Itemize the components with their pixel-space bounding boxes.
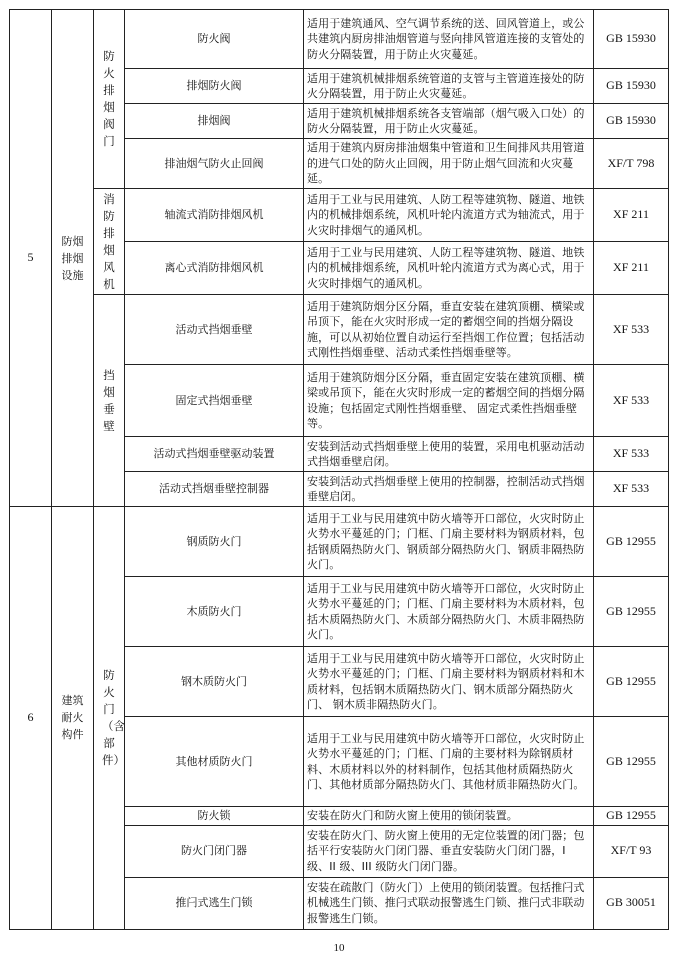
product-catalog-table bbox=[9, 9, 669, 930]
product-description: 安装在防火门和防火窗上使用的锁闭装置。 bbox=[304, 807, 594, 826]
subgroup-name bbox=[94, 189, 125, 295]
product-name: 活动式挡烟垂壁控制器 bbox=[125, 472, 304, 507]
product-description: 适用于工业与民用建筑、人防工程等建筑物、隧道、地铁内的机械排烟系统，风机叶轮内流道方式为轴流式，用于火灾时排烟气的通风机。 bbox=[304, 189, 594, 242]
standard-code: GB 12955 bbox=[594, 717, 669, 807]
product-description: 安装在防火门、防火窗上使用的无定位装置的闭门器；包括平行安装防火门闭门器、垂直安装防火门闭门器，I 级、II 级、III 级防火门闭门器。 bbox=[304, 825, 594, 877]
product-description: 适用于工业与民用建筑中防火墙等开口部位，火灾时防止火势水平蔓延的门；门框、门扇主要材料为木质材料，包括木质隔热防火门、木质部分隔热防火门、木质非隔热防火门。 bbox=[304, 577, 594, 647]
standard-code: GB 15930 bbox=[594, 104, 669, 139]
table-row bbox=[10, 189, 669, 242]
page-number: 10 bbox=[333, 942, 345, 954]
product-name: 活动式挡烟垂壁 bbox=[125, 295, 304, 365]
standard-code: XF 533 bbox=[594, 295, 669, 365]
product-name: 轴流式消防排烟风机 bbox=[125, 189, 304, 242]
subgroup-label: 消防排烟风机 bbox=[103, 191, 115, 291]
subgroup-name bbox=[94, 10, 125, 189]
product-description: 适用于工业与民用建筑、人防工程等建筑物、隧道、地铁内的机械排烟系统，风机叶轮内流道方式为离心式，用于火灾时排烟气的通风机。 bbox=[304, 242, 594, 295]
product-name: 活动式挡烟垂壁驱动装置 bbox=[125, 437, 304, 472]
subgroup-label: 挡烟垂壁 bbox=[103, 367, 115, 433]
product-name: 排烟防火阀 bbox=[125, 69, 304, 104]
product-name: 防火锁 bbox=[125, 807, 304, 826]
subgroup-label: 防火门（含部件） bbox=[102, 667, 125, 767]
product-description: 适用于工业与民用建筑中防火墙等开口部位，火灾时防止火势水平蔓延的门；门框、门扇的主要材料为除钢质材料、木质材料以外的材料制作，包括其他材质隔热防火门、其他材质部分隔热防火门、其他材质非隔热防火门。 bbox=[304, 717, 594, 807]
product-name: 离心式消防排烟风机 bbox=[125, 242, 304, 295]
product-name: 钢木质防火门 bbox=[125, 647, 304, 717]
table-body bbox=[10, 10, 669, 930]
standard-code: XF 533 bbox=[594, 365, 669, 437]
standard-code: GB 12955 bbox=[594, 647, 669, 717]
standard-code: XF/T 798 bbox=[594, 139, 669, 189]
group-number: 6 bbox=[10, 507, 52, 930]
product-description: 安装到活动式挡烟垂壁上使用的控制器，控制活动式挡烟垂壁启闭。 bbox=[304, 472, 594, 507]
subgroup-name bbox=[94, 507, 125, 930]
product-name: 排油烟气防火止回阀 bbox=[125, 139, 304, 189]
product-description: 适用于工业与民用建筑中防火墙等开口部位，火灾时防止火势水平蔓延的门；门框、门扇主要材料为钢质材料，包括钢质隔热防火门、钢质部分隔热防火门、钢质非隔热防火门。 bbox=[304, 507, 594, 577]
product-description: 安装到活动式挡烟垂壁上使用的装置，采用电机驱动活动式挡烟垂壁启闭。 bbox=[304, 437, 594, 472]
product-name: 防火阀 bbox=[125, 10, 304, 69]
group-category: 建筑 耐火 构件 bbox=[52, 507, 94, 930]
standard-code: GB 15930 bbox=[594, 69, 669, 104]
table-row bbox=[10, 295, 669, 365]
standard-code: XF 533 bbox=[594, 472, 669, 507]
group-category: 防烟 排烟 设施 bbox=[52, 10, 94, 507]
product-description: 适用于建筑防烟分区分隔，垂直固定安装在建筑顶棚、横梁或吊顶下，能在火灾时形成一定的蓄烟空间的挡烟分隔设施；包括固定式刚性挡烟垂壁、 固定式柔性挡烟垂壁等。 bbox=[304, 365, 594, 437]
standard-code: XF 211 bbox=[594, 189, 669, 242]
product-description: 适用于建筑通风、空气调节系统的送、回风管道上，或公共建筑内厨房排油烟管道与竖向排风管道连接的支管处的防火分隔装置，用于防止火灾蔓延。 bbox=[304, 10, 594, 69]
product-name: 钢质防火门 bbox=[125, 507, 304, 577]
product-description: 适用于建筑内厨房排油烟集中管道和卫生间排风共用管道的进气口处的防火止回阀，用于防止烟气回流和火灾蔓延。 bbox=[304, 139, 594, 189]
product-description: 适用于建筑机械排烟系统管道的支管与主管道连接处的防火分隔装置，用于防止火灾蔓延。 bbox=[304, 69, 594, 104]
standard-code: GB 12955 bbox=[594, 807, 669, 826]
standard-code: GB 30051 bbox=[594, 877, 669, 929]
table-row bbox=[10, 507, 669, 577]
product-name: 固定式挡烟垂壁 bbox=[125, 365, 304, 437]
product-name: 其他材质防火门 bbox=[125, 717, 304, 807]
product-description: 安装在疏散门（防火门）上使用的锁闭装置。包括推闩式机械逃生门锁、推闩式联动报警逃生门锁、推闩式非联动报警逃生门锁。 bbox=[304, 877, 594, 929]
subgroup-label: 防火排烟阀门 bbox=[103, 49, 115, 148]
standard-code: GB 15930 bbox=[594, 10, 669, 69]
product-name: 防火门闭门器 bbox=[125, 825, 304, 877]
product-description: 适用于工业与民用建筑中防火墙等开口部位，火灾时防止火势水平蔓延的门；门框、门扇主要材料为钢质材料和木质材料，包括钢木质隔热防火门、钢木质部分隔热防火门、 钢木质非隔热防火门。 bbox=[304, 647, 594, 717]
group-number: 5 bbox=[10, 10, 52, 507]
product-description: 适用于建筑防烟分区分隔，垂直安装在建筑顶棚、横梁或吊顶下，能在火灾时形成一定的蓄烟空间的挡烟分隔设施，可以从初始位置自动运行至挡烟工作位置；包括活动式刚性挡烟垂壁、活动式柔性挡烟垂壁等。 bbox=[304, 295, 594, 365]
product-description: 适用于建筑机械排烟系统各支管端部（烟气吸入口处）的防火分隔装置，用于防止火灾蔓延。 bbox=[304, 104, 594, 139]
standard-code: GB 12955 bbox=[594, 577, 669, 647]
subgroup-name bbox=[94, 295, 125, 507]
standard-code: XF 211 bbox=[594, 242, 669, 295]
product-name: 推闩式逃生门锁 bbox=[125, 877, 304, 929]
standard-code: XF/T 93 bbox=[594, 825, 669, 877]
product-name: 木质防火门 bbox=[125, 577, 304, 647]
standard-code: GB 12955 bbox=[594, 507, 669, 577]
product-name: 排烟阀 bbox=[125, 104, 304, 139]
standard-code: XF 533 bbox=[594, 437, 669, 472]
table-row bbox=[10, 10, 669, 69]
